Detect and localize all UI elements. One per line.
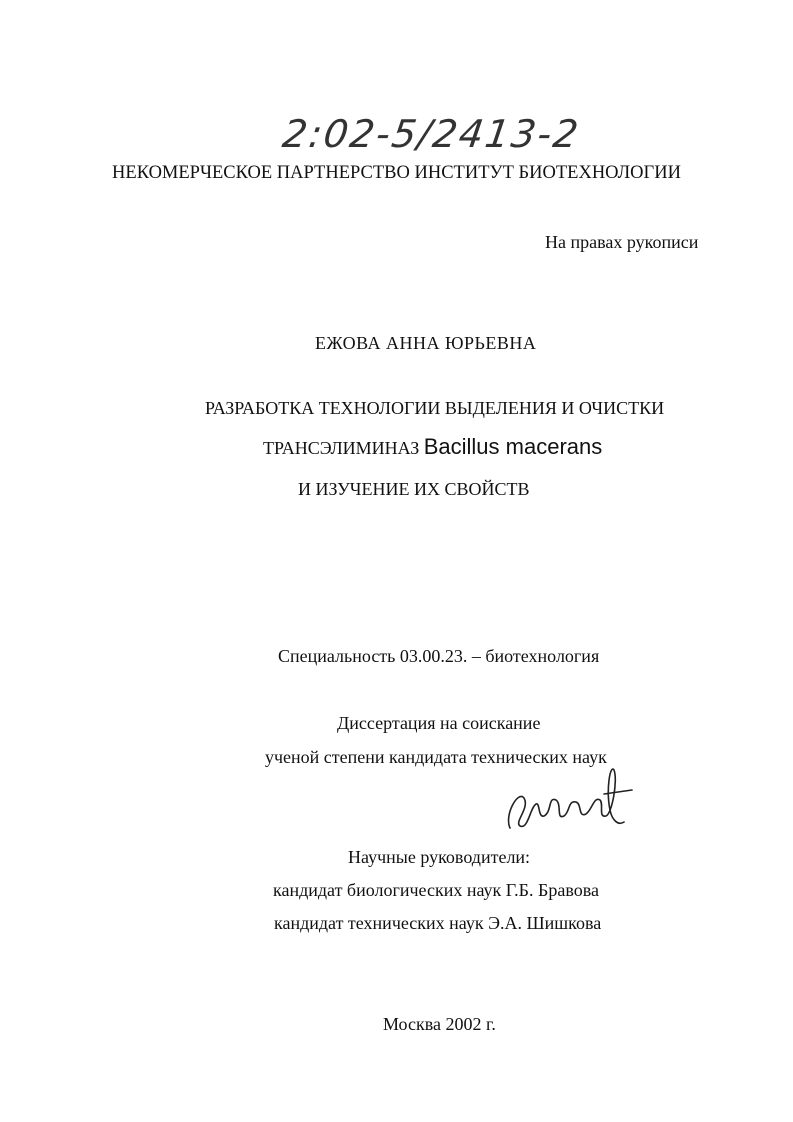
place-year: Москва 2002 г. [383,1014,496,1034]
author-name: ЕЖОВА АННА ЮРЬЕВНА [315,333,537,353]
rights-note: На правах рукописи [545,232,699,252]
supervisor-1: кандидат биологических наук Г.Б. Бравова [273,880,599,900]
organization-name: НЕКОМЕРЧЕСКОЕ ПАРТНЕРСТВО ИНСТИТУТ БИОТЕХНОЛОГИИ [112,163,681,183]
title-line-1: РАЗРАБОТКА ТЕХНОЛОГИИ ВЫДЕЛЕНИЯ И ОЧИСТКИ [205,398,665,418]
author-signature [500,760,640,840]
title-line-3: И ИЗУЧЕНИЕ ИХ СВОЙСТВ [298,479,530,499]
supervisor-2: кандидат технических наук Э.А. Шишкова [274,913,602,933]
dissertation-line-2: ученой степени кандидата технических наук [265,747,607,767]
title-prefix: ТРАНСЭЛИМИНАЗ [263,438,424,458]
handwritten-archive-code: 2:02-5/2413-2 [279,112,583,156]
species-name: Bacillus macerans [423,434,603,459]
supervisors-heading: Научные руководители: [348,847,531,867]
speciality: Специальность 03.00.23. – биотехнология [278,646,600,666]
dissertation-line-1: Диссертация на соискание [337,713,541,733]
title-line-2 [263,434,602,461]
